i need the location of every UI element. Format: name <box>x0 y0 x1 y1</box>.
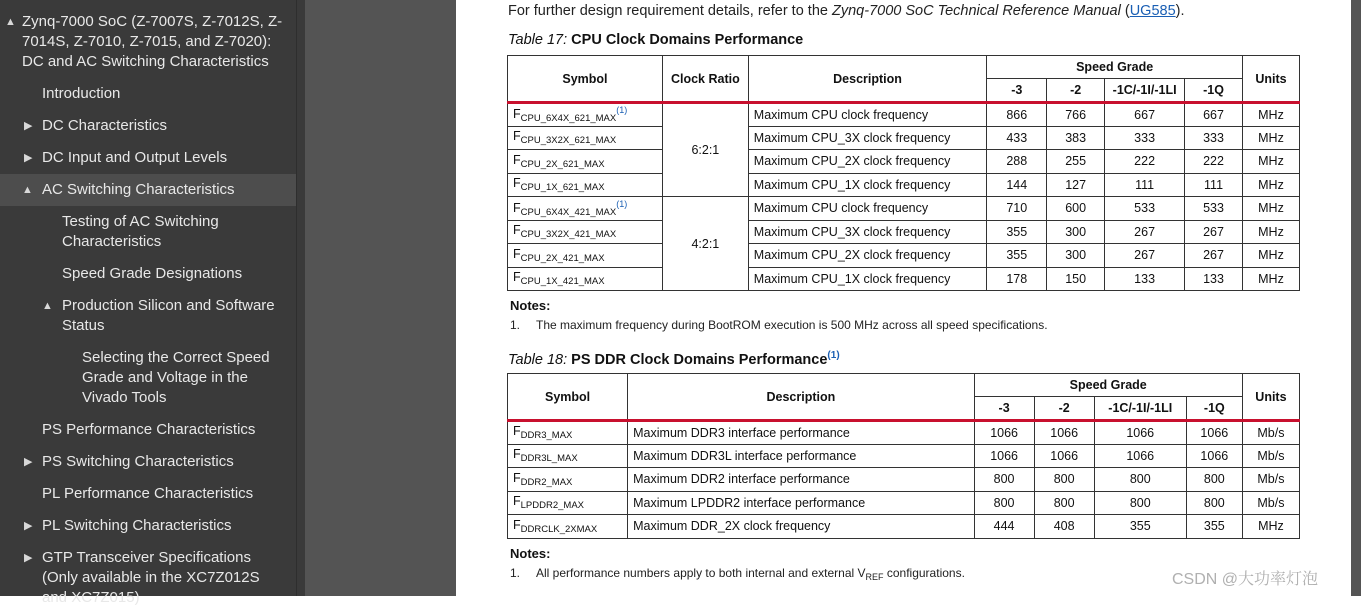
value-cell: 800 <box>1186 468 1242 492</box>
table-row <box>508 126 1300 150</box>
note-text: The maximum frequency during BootROM execution is 500 MHz across all speed specifications. <box>536 318 1048 332</box>
collapse-arrow-icon[interactable]: ▲ <box>22 184 33 196</box>
nav-item-label: Grade and Voltage in the <box>82 369 248 386</box>
value-cell: 267 <box>1105 220 1185 244</box>
units-cell: MHz <box>1243 103 1300 127</box>
nav-item-ps-switching[interactable]: PS Switching Characteristics <box>42 453 234 470</box>
value-cell: 433 <box>987 126 1047 150</box>
nav-item-gtp-transceiver[interactable] <box>42 548 260 608</box>
value-cell: 1066 <box>1094 444 1186 468</box>
table-row <box>508 150 1300 174</box>
value-cell: 222 <box>1105 150 1185 174</box>
viewer-gutter-right <box>1351 0 1361 596</box>
table-row <box>508 103 1300 127</box>
header-symbol: Symbol <box>508 374 628 421</box>
expand-arrow-icon[interactable]: ▶ <box>24 120 33 132</box>
value-cell: 800 <box>974 491 1034 515</box>
value-cell: 800 <box>1034 491 1094 515</box>
viewer-gutter-left <box>305 0 456 596</box>
value-cell: 710 <box>987 197 1047 221</box>
value-cell: 533 <box>1185 197 1243 221</box>
description-cell: Maximum CPU_3X clock frequency <box>748 220 987 244</box>
header-units: Units <box>1243 56 1300 103</box>
nav-item-selecting-speed-grade[interactable] <box>82 348 270 408</box>
symbol-subscript: CPU_1X_421_MAX <box>520 276 605 288</box>
header-grade: -3 <box>974 397 1034 421</box>
description-cell: Maximum CPU clock frequency <box>748 103 987 127</box>
nav-item-label: Selecting the Correct Speed <box>82 349 270 366</box>
description-cell: Maximum CPU_1X clock frequency <box>748 173 987 197</box>
value-cell: 383 <box>1047 126 1105 150</box>
symbol-base: F <box>513 517 521 532</box>
value-cell: 1066 <box>1034 421 1094 445</box>
expand-arrow-icon[interactable]: ▶ <box>24 456 33 468</box>
units-cell: MHz <box>1243 126 1300 150</box>
units-cell: MHz <box>1242 515 1299 539</box>
note-number: 1. <box>510 318 521 332</box>
nav-item-label: Testing of AC Switching <box>62 213 219 230</box>
collapse-arrow-icon[interactable]: ▲ <box>5 16 16 28</box>
value-cell: 300 <box>1047 220 1105 244</box>
symbol-base: F <box>513 494 521 509</box>
units-cell: MHz <box>1243 220 1300 244</box>
nav-item-dc-io-levels[interactable]: DC Input and Output Levels <box>42 149 228 166</box>
value-cell: 267 <box>1105 244 1185 268</box>
symbol-base: F <box>513 424 521 439</box>
caption-footnote-link[interactable]: (1) <box>827 350 840 361</box>
symbol-base: F <box>513 270 521 285</box>
symbol-cell <box>508 126 663 150</box>
symbol-cell <box>508 220 663 244</box>
header-symbol: Symbol <box>508 56 663 103</box>
description-cell: Maximum CPU_2X clock frequency <box>748 244 987 268</box>
symbol-subscript: DDR2_MAX <box>520 476 573 488</box>
symbol-cell <box>508 150 663 174</box>
value-cell: 178 <box>987 267 1047 291</box>
nav-item-label: Vivado Tools <box>82 389 167 406</box>
nav-item-pl-performance[interactable]: PL Performance Characteristics <box>42 485 254 502</box>
table17-note-1 <box>510 318 1048 332</box>
units-cell: MHz <box>1243 267 1300 291</box>
nav-item-label: Zynq-7000 SoC (Z-7007S, Z-7012S, Z- <box>22 13 283 30</box>
header-grade: -1C/-1I/-1LI <box>1105 79 1185 103</box>
table-row <box>508 491 1300 515</box>
nav-item-zynq-dc-ac[interactable] <box>22 12 282 72</box>
symbol-cell <box>508 103 663 127</box>
cpu-clock-domains-table <box>507 55 1300 291</box>
nav-item-label: Characteristics <box>62 233 162 250</box>
clock-ratio-cell: 6:2:1 <box>662 103 748 197</box>
symbol-base: F <box>513 223 521 238</box>
table-row <box>508 444 1300 468</box>
table17-caption <box>508 32 803 48</box>
symbol-subscript: CPU_2X_621_MAX <box>520 158 605 170</box>
csdn-watermark: CSDN @大功率灯泡 <box>1172 571 1319 588</box>
symbol-subscript: CPU_3X2X_421_MAX <box>520 229 617 241</box>
header-grade: -1Q <box>1186 397 1242 421</box>
symbol-subscript: LPDDR2_MAX <box>520 500 584 512</box>
header-speed-grade: Speed Grade <box>987 56 1243 79</box>
description-cell: Maximum LPDDR2 interface performance <box>628 491 974 515</box>
description-cell: Maximum DDR3 interface performance <box>628 421 974 445</box>
footnote-link[interactable]: (1) <box>616 105 628 116</box>
ug585-link[interactable]: UG585 <box>1129 3 1176 19</box>
table-row <box>508 244 1300 268</box>
units-cell: MHz <box>1243 173 1300 197</box>
value-cell: 255 <box>1047 150 1105 174</box>
nav-item-label: Production Silicon and Software <box>62 297 275 314</box>
expand-arrow-icon[interactable]: ▶ <box>24 152 33 164</box>
symbol-base: F <box>513 107 521 122</box>
symbol-cell <box>508 444 628 468</box>
note-number: 1. <box>510 566 521 580</box>
nav-item-introduction[interactable]: Introduction <box>42 85 121 102</box>
header-grade: -1C/-1I/-1LI <box>1094 397 1186 421</box>
collapse-arrow-icon[interactable]: ▲ <box>42 300 53 312</box>
value-cell: 222 <box>1185 150 1243 174</box>
value-cell: 1066 <box>1186 444 1242 468</box>
caption-label: Table 17: <box>508 32 568 48</box>
document-page <box>456 0 1351 596</box>
nav-item-speed-grade-designations[interactable]: Speed Grade Designations <box>62 265 243 282</box>
units-cell: MHz <box>1243 244 1300 268</box>
table-row <box>508 267 1300 291</box>
sidebar-scrollbar[interactable] <box>296 0 305 596</box>
manual-title: Zynq-7000 SoC Technical Reference Manual <box>832 3 1121 19</box>
description-cell: Maximum CPU clock frequency <box>748 197 987 221</box>
nav-item-ac-switching[interactable]: AC Switching Characteristics <box>42 181 235 198</box>
symbol-base: F <box>513 470 521 485</box>
footnote-link[interactable]: (1) <box>616 198 628 209</box>
table18-note-1 <box>510 566 965 582</box>
value-cell: 333 <box>1185 126 1243 150</box>
value-cell: 133 <box>1105 267 1185 291</box>
value-cell: 267 <box>1185 220 1243 244</box>
units-cell: MHz <box>1243 150 1300 174</box>
description-cell: Maximum DDR3L interface performance <box>628 444 974 468</box>
symbol-cell <box>508 173 663 197</box>
symbol-base: F <box>513 246 521 261</box>
value-cell: 288 <box>987 150 1047 174</box>
header-units: Units <box>1242 374 1299 421</box>
value-cell: 150 <box>1047 267 1105 291</box>
ps-ddr-clock-domains-table <box>507 373 1300 539</box>
value-cell: 1066 <box>974 444 1034 468</box>
intro-paren-close: ). <box>1175 3 1185 19</box>
nav-item-label: 7014S, Z-7010, Z-7015, and Z-7020): <box>22 33 272 50</box>
caption-label: Table 18: <box>508 351 568 368</box>
table18-notes-label: Notes: <box>510 546 551 561</box>
table-row <box>508 220 1300 244</box>
value-cell: 667 <box>1185 103 1243 127</box>
expand-arrow-icon[interactable]: ▶ <box>24 552 33 564</box>
symbol-base: F <box>513 200 521 215</box>
table-row <box>508 515 1300 539</box>
units-cell: Mb/s <box>1242 444 1299 468</box>
intro-paragraph <box>508 3 1185 19</box>
header-grade: -2 <box>1047 79 1105 103</box>
value-cell: 800 <box>1094 491 1186 515</box>
symbol-subscript: CPU_1X_621_MAX <box>520 182 605 194</box>
nav-item-ps-performance[interactable]: PS Performance Characteristics <box>42 421 256 438</box>
symbol-subscript: CPU_2X_421_MAX <box>520 252 605 264</box>
intro-text: For further design requirement details, refer to the <box>508 3 832 19</box>
value-cell: 1066 <box>1034 444 1094 468</box>
symbol-subscript: DDR3L_MAX <box>520 453 578 465</box>
value-cell: 800 <box>974 468 1034 492</box>
symbol-cell <box>508 267 663 291</box>
note-text: configurations. <box>883 566 965 580</box>
note-text: All performance numbers apply to both internal and external V <box>536 566 866 580</box>
nav-item-label: (Only available in the XC7Z012S <box>42 569 260 586</box>
symbol-subscript: CPU_6X4X_621_MAX <box>520 113 617 125</box>
clock-ratio-cell: 4:2:1 <box>662 197 748 291</box>
description-cell: Maximum CPU_1X clock frequency <box>748 267 987 291</box>
description-cell: Maximum DDR2 interface performance <box>628 468 974 492</box>
caption-title: CPU Clock Domains Performance <box>571 32 804 48</box>
value-cell: 667 <box>1105 103 1185 127</box>
header-speed-grade: Speed Grade <box>974 374 1242 397</box>
nav-item-pl-switching[interactable]: PL Switching Characteristics <box>42 517 232 534</box>
symbol-base: F <box>513 152 521 167</box>
value-cell: 800 <box>1034 468 1094 492</box>
nav-item-label: GTP Transceiver Specifications <box>42 549 251 566</box>
value-cell: 355 <box>1186 515 1242 539</box>
table18-caption <box>508 350 840 368</box>
value-cell: 866 <box>987 103 1047 127</box>
value-cell: 600 <box>1047 197 1105 221</box>
value-cell: 408 <box>1034 515 1094 539</box>
value-cell: 127 <box>1047 173 1105 197</box>
nav-item-label: DC and AC Switching Characteristics <box>22 53 269 70</box>
nav-item-label: Status <box>62 317 105 334</box>
table-row <box>508 468 1300 492</box>
value-cell: 111 <box>1185 173 1243 197</box>
value-cell: 133 <box>1185 267 1243 291</box>
table-row <box>508 421 1300 445</box>
header-clock-ratio: Clock Ratio <box>662 56 748 103</box>
table-row <box>508 173 1300 197</box>
nav-item-label: and XC7Z015) <box>42 589 140 606</box>
value-cell: 444 <box>974 515 1034 539</box>
value-cell: 800 <box>1186 491 1242 515</box>
value-cell: 1066 <box>1186 421 1242 445</box>
nav-item-dc-characteristics[interactable]: DC Characteristics <box>42 117 168 134</box>
symbol-base: F <box>513 129 521 144</box>
sidebar-navigation <box>0 0 296 606</box>
units-cell: MHz <box>1243 197 1300 221</box>
table17-notes-label: Notes: <box>510 298 551 313</box>
caption-title: PS DDR Clock Domains Performance <box>571 351 828 368</box>
description-cell: Maximum DDR_2X clock frequency <box>628 515 974 539</box>
value-cell: 355 <box>987 220 1047 244</box>
symbol-cell <box>508 491 628 515</box>
value-cell: 300 <box>1047 244 1105 268</box>
value-cell: 355 <box>1094 515 1186 539</box>
table-row <box>508 197 1300 221</box>
value-cell: 111 <box>1105 173 1185 197</box>
symbol-cell <box>508 468 628 492</box>
note-subscript: REF <box>865 572 884 582</box>
symbol-cell <box>508 421 628 445</box>
value-cell: 355 <box>987 244 1047 268</box>
units-cell: Mb/s <box>1242 468 1299 492</box>
symbol-subscript: CPU_3X2X_621_MAX <box>520 135 617 147</box>
units-cell: Mb/s <box>1242 421 1299 445</box>
value-cell: 766 <box>1047 103 1105 127</box>
value-cell: 533 <box>1105 197 1185 221</box>
header-grade: -1Q <box>1185 79 1243 103</box>
nav-item-testing-ac-switching[interactable] <box>62 212 219 252</box>
value-cell: 267 <box>1185 244 1243 268</box>
expand-arrow-icon[interactable]: ▶ <box>24 520 33 532</box>
header-description: Description <box>628 374 974 421</box>
value-cell: 144 <box>987 173 1047 197</box>
description-cell: Maximum CPU_2X clock frequency <box>748 150 987 174</box>
header-grade: -2 <box>1034 397 1094 421</box>
intro-paren-open: ( <box>1120 3 1130 19</box>
header-grade: -3 <box>987 79 1047 103</box>
header-description: Description <box>748 56 987 103</box>
symbol-base: F <box>513 176 521 191</box>
symbol-cell <box>508 515 628 539</box>
symbol-subscript: DDRCLK_2XMAX <box>520 523 598 535</box>
symbol-base: F <box>513 447 521 462</box>
symbol-cell <box>508 197 663 221</box>
nav-item-production-silicon[interactable] <box>62 296 275 336</box>
description-cell: Maximum CPU_3X clock frequency <box>748 126 987 150</box>
value-cell: 333 <box>1105 126 1185 150</box>
symbol-subscript: DDR3_MAX <box>520 430 573 442</box>
symbol-cell <box>508 244 663 268</box>
value-cell: 800 <box>1094 468 1186 492</box>
value-cell: 1066 <box>1094 421 1186 445</box>
units-cell: Mb/s <box>1242 491 1299 515</box>
value-cell: 1066 <box>974 421 1034 445</box>
symbol-subscript: CPU_6X4X_421_MAX <box>520 206 617 218</box>
